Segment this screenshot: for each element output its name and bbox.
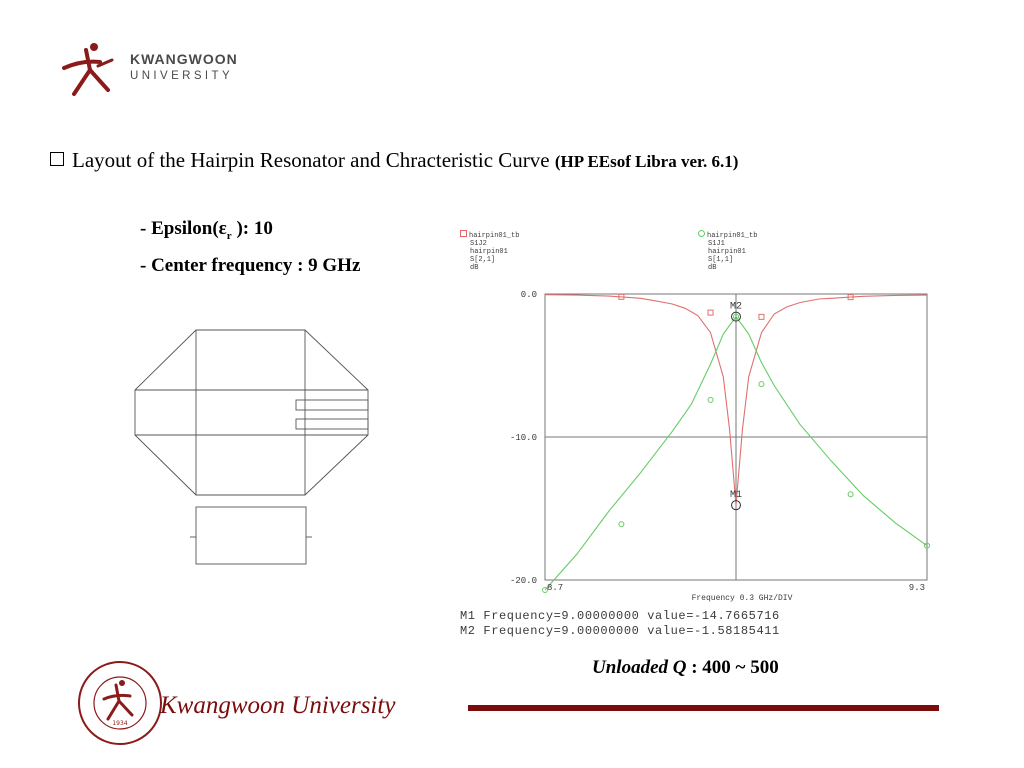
title-software: (HP EEsof Libra ver. 6.1) [554,152,739,171]
chart-labels [510,290,925,603]
x-tick-label: 8.7 [547,583,564,593]
s-parameter-chart [470,282,950,612]
resonator-octagon [135,330,368,495]
y-tick-label: 0.0 [520,290,537,300]
logo-line2: UNIVERSITY [130,70,234,82]
university-logo [60,40,250,100]
hairpin-resonator-layout [130,325,390,585]
data-point [708,397,713,402]
epsilon-spec: - $Epsilon(\varepsilon_r$ ): 10 [140,218,273,242]
data-point [708,310,713,315]
footer-university-name: Kwangwoon University [160,692,396,719]
y-tick-label: -20.0 [509,576,537,586]
feed-block [196,507,306,564]
legend-s21: hairpin01_tb S1J2 hairpin01 S[2,1] dB [460,230,519,272]
unloaded-q-value: : 400 ~ 500 [686,657,779,678]
seal-year: 1934 [112,720,128,727]
unloaded-q [592,657,779,679]
x-tick-label: 9.3 [908,583,925,593]
center-frequency-spec: - Center frequency : 9 GHz [140,255,361,276]
hairpin-slot-upper [296,400,368,410]
epsilon-subscript: r [226,229,232,242]
y-tick-label: -10.0 [509,433,537,443]
data-point [759,314,764,319]
seal-emblem-icon [104,685,132,719]
title-main: Layout of the Hairpin Resonator and Chracteristic Curve [72,148,550,172]
university-seal [76,659,164,747]
logo-line1: KWANGWOON [130,51,238,67]
data-point [759,382,764,387]
legend-s11-marker-icon [698,230,705,237]
data-point [848,492,853,497]
epsilon-symbol: ε [218,218,227,239]
marker-label-m2: M2 [729,301,743,313]
marker-readouts [460,609,780,639]
marker-label-m1: M1 [729,490,743,502]
hanja-logo-icon [60,40,122,98]
hairpin-slot-lower [296,419,368,429]
legend-s21-marker-icon [460,230,467,237]
legend-s11: hairpin01_tb S1J1 hairpin01 S[1,1] dB [698,230,757,272]
checkbox-bullet-icon [50,152,64,166]
unloaded-q-label: Unloaded Q [592,657,687,678]
slide-title [50,148,738,173]
data-point [619,522,624,527]
footer-rule [468,705,939,711]
x-axis-label: Frequency 0.3 GHz/DIV [691,594,793,603]
m2-readout: M2 Frequency=9.00000000 value=-1.58185411 [460,624,780,638]
chart-grid [545,294,927,580]
m1-readout: M1 Frequency=9.00000000 value=-14.7665716 [460,609,780,623]
